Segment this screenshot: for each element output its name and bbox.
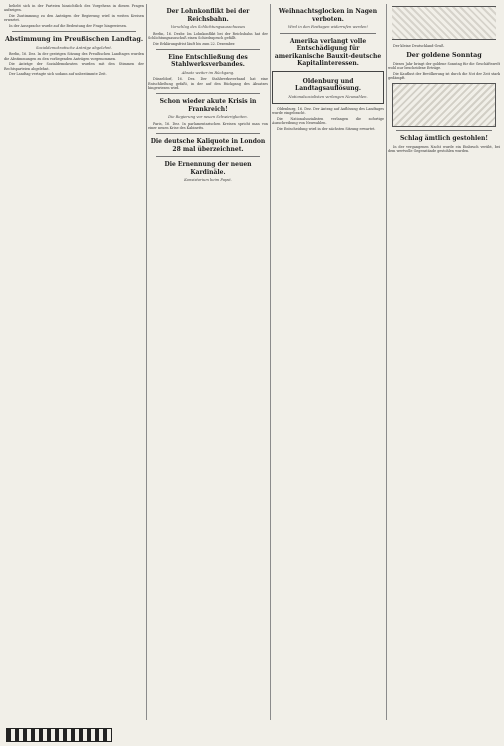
- col2-subhead-1: Vorschlag des Schlichtungsausschusses: [170, 25, 246, 29]
- col2-paragraph: Paris, 16. Dez. In parlamentarischen Kreisen spricht man von einer neuen Krise des Kabinetts.: [148, 121, 268, 131]
- column-2: [148, 4, 268, 720]
- col3-headline-3: Oldenburg und Landtagsauflösung.: [295, 77, 361, 93]
- col4-paragraph: In der vergangenen Nacht wurde ein Einbruch verübt, bei dem wertvolle Gegenstände gestohlen wurden.: [388, 144, 500, 153]
- column-rule: [386, 4, 387, 720]
- col2-subhead-5: Konsistorium beim Papst.: [184, 178, 232, 183]
- divider: [156, 49, 260, 50]
- col3-subhead-3: Nationalsozialisten verlangen Neuwahlen.: [288, 94, 368, 99]
- decorative-header-ornament: [392, 6, 496, 40]
- column-4: [388, 4, 500, 720]
- column-rule: [146, 4, 147, 720]
- col1-body-paragraph: Die Anträge der Sozialdemokraten wurden mit den Stimmen der Rechtsparteien abgelehnt.: [4, 62, 144, 71]
- col2-headline-1: Der Lohnkonflikt bei der Reichsbahn.: [166, 8, 250, 23]
- col3-boxed-article: [272, 71, 384, 105]
- col3-paragraph: Die Entscheidung wird in der nächsten Sitzung erwartet.: [277, 127, 376, 132]
- divider: [156, 133, 260, 134]
- col2-paragraph: Die Erklärungsfrist läuft bis zum 22. Dezember.: [153, 41, 236, 46]
- col3-headline-1: Weihnachtsglocken in Nagen verboten.: [278, 8, 378, 23]
- col2-headline-5: Die Ernennung der neuen Kardinäle.: [164, 161, 252, 176]
- col1-body-paragraph: Berlin, 16. Dez. In der gestrigen Sitzung des Preußischen Landtages wurden die Abstimmungen zu den vorliegenden Anträgen vorgenommen.: [4, 52, 144, 61]
- col2-subhead-3: Die Regierung vor neuen Schwierigkeiten.: [168, 115, 248, 120]
- divider: [280, 33, 376, 34]
- divider: [12, 31, 136, 32]
- col1-top-paragraph: beliebt sich in der Parteien hinsichtlich des Vorgehens in diesen Fragen aufzeigen.: [4, 4, 144, 13]
- column-1: [4, 4, 144, 720]
- col3-paragraph: Die Nationalsozialisten verlangen die sofortige Ausschreibung von Neuwahlen.: [272, 117, 384, 126]
- col4-paragraph: Die Kauflust der Bevölkerung ist durch die Not der Zeit stark gedämpft.: [388, 71, 500, 80]
- col4-intro: Der kleine Deutschland-Gruß.: [393, 44, 445, 48]
- col1-headline: Abstimmung im Preußischen Landtag.: [4, 35, 144, 44]
- col1-body-paragraph: Der Landtag vertagte sich sodann auf unbestimmte Zeit.: [9, 72, 107, 77]
- col2-headline-4: Die deutsche Kaliquote in London 28 mal überzeichnet.: [150, 138, 266, 153]
- col4-headline-2: Schlag ämtlich gestohlen!: [399, 135, 489, 143]
- page-footer: [0, 724, 504, 746]
- column-3: [272, 4, 384, 720]
- color-calibration-ruler: [6, 728, 112, 742]
- col3-headline-2: Amerika verlangt volle Entschädigung für amerikanische Bauxit-deutsche Kapitalinteressen.: [274, 37, 382, 68]
- col1-top-paragraph: In der Aussprache wurde auf die Bedeutung der Frage hingewiesen.: [9, 24, 128, 28]
- col2-headline-2: Eine Entschließung des Stahlwerksverbandes.: [168, 53, 248, 69]
- col1-top-paragraph: Die Zustimmung zu den Anträgen der Regierung wird in weiten Kreisen erwartet.: [4, 14, 144, 23]
- divider: [396, 130, 492, 131]
- col3-paragraph: Oldenburg, 16. Dez. Der Antrag auf Auflösung des Landtages wurde eingebracht.: [272, 107, 384, 116]
- divider: [156, 93, 260, 94]
- decorative-ornament: [392, 83, 496, 127]
- column-rule: [270, 4, 271, 720]
- col2-headline-3: Schon wieder akute Krisis in Frankreich!: [159, 98, 257, 113]
- col2-paragraph: Berlin, 16. Dezbr. Im Lohnkonflikt bei der Reichsbahn hat der Schlichtungsausschuß einen Schiedsspruch gefällt.: [148, 31, 268, 40]
- col3-subhead-1: Wird in den Festtagen widerrufen werden!: [287, 25, 369, 29]
- col4-paragraph: Dieses Jahr bringt der goldene Sonntag für die Geschäftswelt wohl nur bescheidene Erträge.: [388, 61, 500, 70]
- divider: [156, 156, 260, 157]
- col4-headline-1: Der goldene Sonntag: [406, 51, 482, 60]
- col1-subhead: Sozialdemokratische Anträge abgelehnt.: [35, 45, 113, 50]
- col2-paragraph: Düsseldorf, 16. Dez. Der Stahlwerksverband hat eine Entschließung gefaßt, in der auf den Rückgang des Absatzes hingewiesen wird.: [148, 77, 268, 90]
- col2-subhead-2: Absatz weiter im Rückgang.: [181, 70, 235, 75]
